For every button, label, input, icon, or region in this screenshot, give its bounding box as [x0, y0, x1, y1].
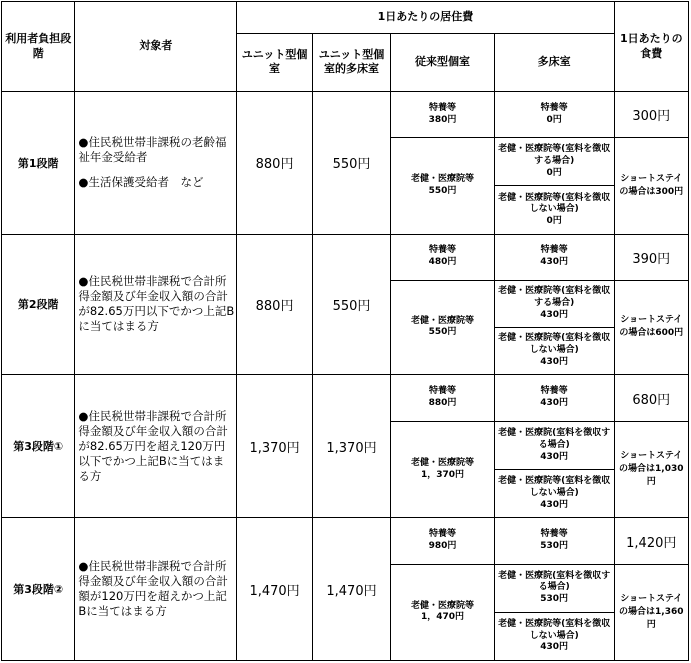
food-cell: 1,420円	[614, 518, 688, 564]
header-conventional-private: 従来型個室	[391, 33, 495, 91]
target-cell	[75, 92, 237, 234]
header-target: 対象者	[75, 2, 237, 92]
unit-private-cell: 880円	[237, 234, 312, 374]
multi-a-cell: 老健・医療院等(室料を徴収する場合) 0円	[494, 138, 614, 186]
table-row	[2, 234, 689, 280]
food-cell: 300円	[614, 92, 688, 138]
unit-private-cell: 1,470円	[237, 518, 312, 661]
stage-cell: 第2段階	[2, 234, 75, 374]
cost-table	[1, 1, 689, 661]
multi-special-cell: 特養等 430円	[494, 375, 614, 422]
header-unit-private: ユニット型個室	[237, 33, 312, 91]
target-line: ●住民税世帯非課税で合計所得金額及び年金収入額の合計額が120万円を超えかつ上記Bに当てはまる方	[78, 559, 228, 619]
target-line: ●住民税世帯非課税で合計所得金額及び年金収入額の合計が82.65万円を超え120万円以下でかつ上記Bに当てはまる方	[78, 408, 228, 483]
multi-special-cell: 特養等 430円	[494, 234, 614, 280]
table-body	[2, 92, 689, 661]
food-shortstay-cell: ショートステイの場合は1,360円	[614, 564, 688, 660]
multi-b-cell: 老健・医療院等(室料を徴収しない場合) 430円	[494, 470, 614, 518]
target-cell	[75, 518, 237, 661]
conv-special-cell: 特養等 880円	[391, 375, 495, 422]
header-multi-bed: 多床室	[494, 33, 614, 91]
conv-other-cell: 老健・医療院等 1，370円	[391, 422, 495, 518]
header-stage: 利用者負担段階	[2, 2, 75, 92]
target-line: ●住民税世帯非課税の老齢福祉年金受給者	[78, 135, 227, 165]
conv-special-cell: 特養等 380円	[391, 92, 495, 138]
conv-other-cell: 老健・医療院等 1，470円	[391, 564, 495, 660]
unit-private-cell: 880円	[237, 92, 312, 234]
conv-other-cell: 老健・医療院等 550円	[391, 138, 495, 234]
unit-semi-cell: 550円	[312, 234, 390, 374]
unit-semi-cell: 1,370円	[312, 375, 390, 518]
stage-cell: 第3段階①	[2, 375, 75, 518]
conv-special-cell: 特養等 480円	[391, 234, 495, 280]
multi-a-cell: 老健・医療院(室料を徴収する場合) 430円	[494, 422, 614, 470]
conv-other-cell: 老健・医療院等 550円	[391, 280, 495, 374]
food-cell: 680円	[614, 375, 688, 422]
target-line: ●生活保護受給者 など	[78, 175, 204, 190]
multi-a-cell: 老健・医療院(室料を徴収する場合) 530円	[494, 564, 614, 612]
table-row	[2, 375, 689, 422]
unit-semi-cell: 550円	[312, 92, 390, 234]
stage-cell: 第1段階	[2, 92, 75, 234]
target-line: ●住民税世帯非課税で合計所得金額及び年金収入額の合計が82.65万円以下でかつ上記Bに当てはまる方	[78, 274, 235, 334]
stage-cell: 第3段階②	[2, 518, 75, 661]
table-row	[2, 518, 689, 564]
multi-a-cell: 老健・医療院等(室料を徴収する場合) 430円	[494, 280, 614, 327]
unit-semi-cell: 1,470円	[312, 518, 390, 661]
header-housing-group: 1日あたりの居住費	[237, 2, 614, 34]
food-cell: 390円	[614, 234, 688, 280]
food-shortstay-cell: ショートステイの場合は1,030円	[614, 422, 688, 518]
multi-b-cell: 老健・医療院等(室料を徴収しない場合) 0円	[494, 186, 614, 234]
multi-special-cell: 特養等 0円	[494, 92, 614, 138]
target-cell	[75, 375, 237, 518]
multi-b-cell: 老健・医療院等(室料を徴収しない場合) 430円	[494, 612, 614, 660]
unit-private-cell: 1,370円	[237, 375, 312, 518]
table-row	[2, 92, 689, 138]
food-shortstay-cell: ショートステイの場合は300円	[614, 138, 688, 234]
multi-b-cell: 老健・医療院等(室料を徴収しない場合) 430円	[494, 327, 614, 374]
header-unit-semi: ユニット型個室的多床室	[312, 33, 390, 91]
target-cell	[75, 234, 237, 374]
multi-special-cell: 特養等 530円	[494, 518, 614, 564]
conv-special-cell: 特養等 980円	[391, 518, 495, 564]
header-food: 1日あたりの食費	[614, 2, 688, 92]
food-shortstay-cell: ショートステイの場合は600円	[614, 280, 688, 374]
